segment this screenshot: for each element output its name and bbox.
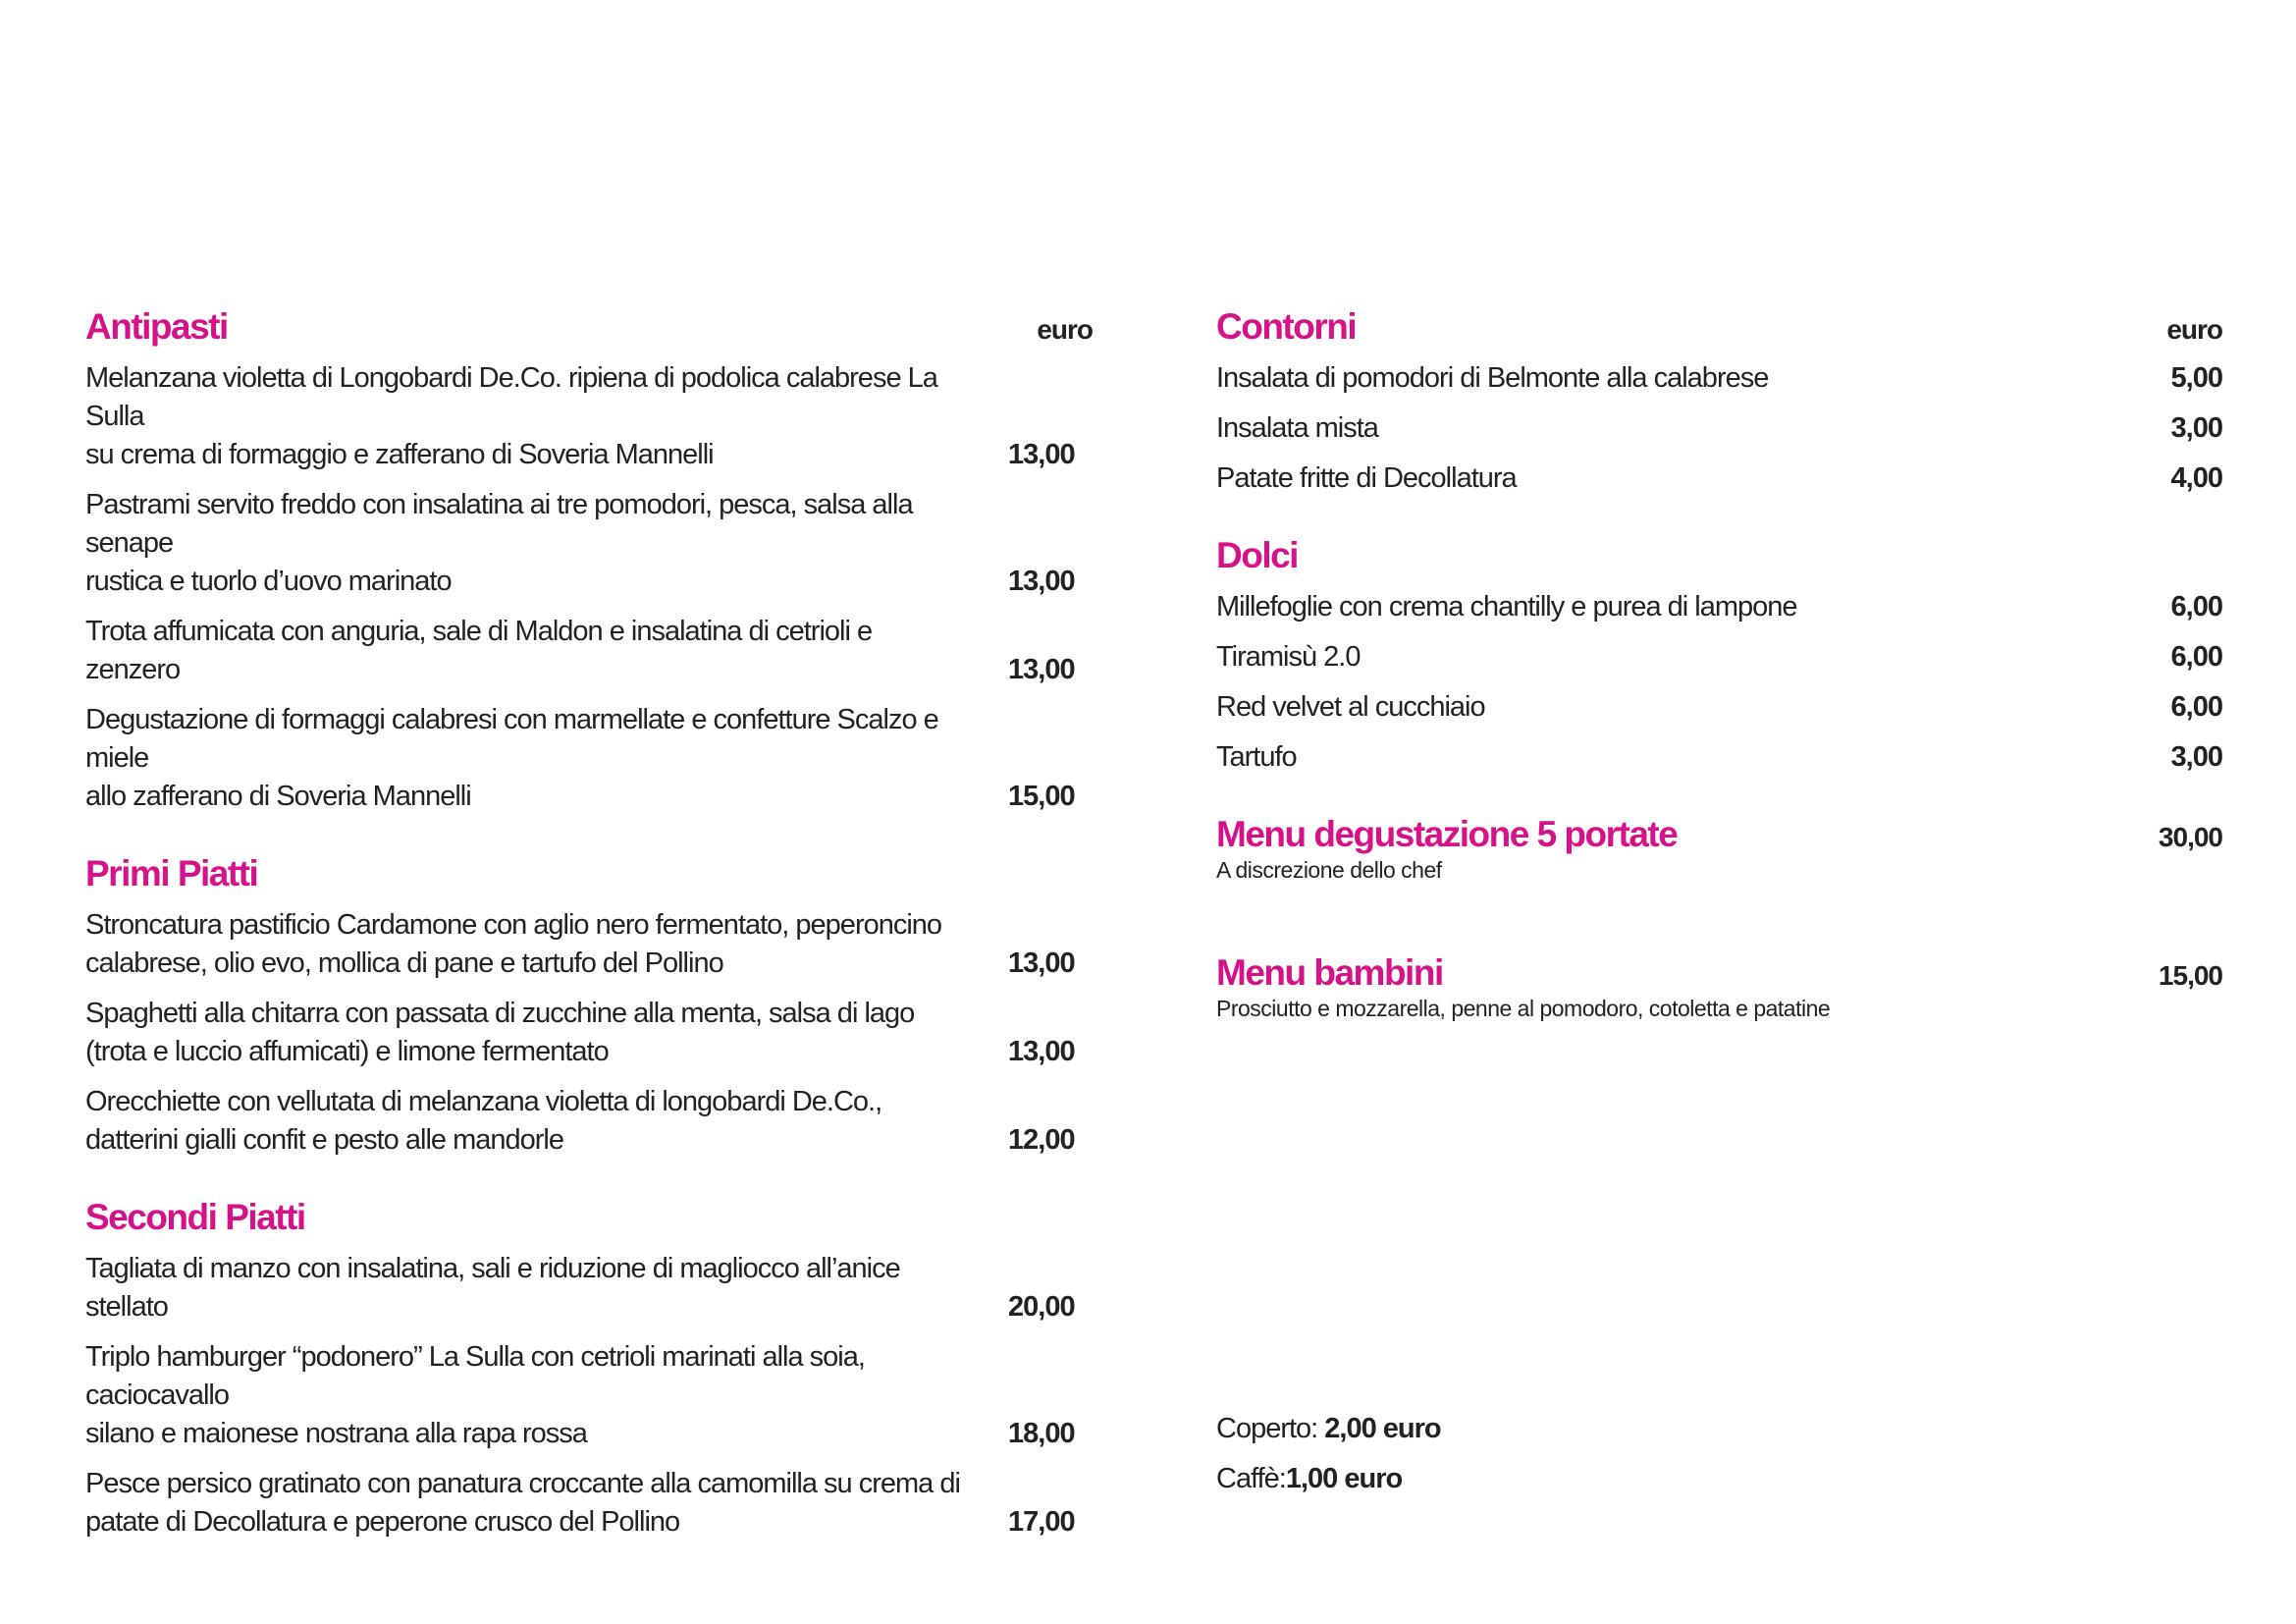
menu-item bbox=[85, 359, 1093, 474]
item-price: 18,00 bbox=[1008, 1418, 1075, 1449]
item-price: 13,00 bbox=[1008, 566, 1075, 597]
menu-item bbox=[85, 906, 1093, 983]
item-price: 13,00 bbox=[1008, 654, 1075, 685]
section-primi bbox=[85, 853, 1093, 1160]
menu-item bbox=[85, 613, 1093, 689]
currency-label: euro bbox=[1037, 314, 1093, 345]
section-title-degustazione: Menu degustazione 5 portate bbox=[1216, 814, 1678, 854]
item-line: allo zafferano di Soveria Mannelli bbox=[85, 781, 471, 812]
currency-label: euro bbox=[2166, 314, 2222, 345]
item-description: Insalata di pomodori di Belmonte alla calabrese bbox=[1216, 362, 1769, 394]
item-line: patate di Decollatura e peperone crusco del Pollino bbox=[85, 1506, 680, 1538]
section-title-secondi: Secondi Piatti bbox=[85, 1197, 305, 1237]
menu-note: A discrezione dello chef bbox=[1216, 857, 1442, 883]
item-description: Red velvet al cucchiaio bbox=[1216, 691, 1485, 723]
section-title-antipasti: Antipasti bbox=[85, 306, 228, 347]
section-degustazione bbox=[1216, 814, 2222, 884]
item-price: 20,00 bbox=[1008, 1291, 1075, 1323]
item-description bbox=[85, 701, 1008, 816]
menu-item bbox=[85, 1250, 1093, 1326]
item-line: Pesce persico gratinato con panatura croccante alla camomilla su crema di bbox=[85, 1468, 960, 1499]
item-description: Patate fritte di Decollatura bbox=[1216, 462, 1517, 494]
item-description bbox=[85, 359, 1008, 474]
item-price: 4,00 bbox=[2170, 462, 2222, 494]
menu-item bbox=[85, 701, 1093, 816]
item-line: calabrese, olio evo, mollica di pane e tartufo del Pollino bbox=[85, 947, 723, 979]
section-title-primi: Primi Piatti bbox=[85, 853, 258, 893]
item-price: 6,00 bbox=[2170, 591, 2222, 623]
section-heading bbox=[85, 1197, 1093, 1238]
menu-item bbox=[85, 1465, 1093, 1542]
item-description: Tiramisù 2.0 bbox=[1216, 641, 1361, 673]
caffe-line bbox=[1216, 1454, 1441, 1504]
coperto-line bbox=[1216, 1404, 1441, 1454]
item-description bbox=[85, 1250, 1008, 1326]
section-title-dolci: Dolci bbox=[1216, 535, 1298, 575]
item-price: 6,00 bbox=[2170, 691, 2222, 723]
menu-item bbox=[85, 486, 1093, 601]
item-line: Degustazione di formaggi calabresi con marmellate e confetture Scalzo e miele bbox=[85, 704, 938, 774]
item-line: Pastrami servito freddo con insalatina ai tre pomodori, pesca, salsa alla senape bbox=[85, 489, 913, 559]
item-price: 6,00 bbox=[2170, 641, 2222, 673]
item-description bbox=[85, 1465, 1008, 1542]
menu-item bbox=[85, 995, 1093, 1071]
item-price: 17,00 bbox=[1008, 1506, 1075, 1538]
menu-item bbox=[1216, 688, 2222, 727]
section-secondi bbox=[85, 1197, 1093, 1542]
item-description: Tartufo bbox=[1216, 741, 1297, 773]
menu-item bbox=[1216, 638, 2222, 677]
item-price: 13,00 bbox=[1008, 1036, 1075, 1067]
item-line: (trota e luccio affumicati) e limone fermentato bbox=[85, 1036, 609, 1067]
item-line: Melanzana violetta di Longobardi De.Co. ripiena di podolica calabrese La Sulla bbox=[85, 362, 937, 432]
item-price: 13,00 bbox=[1008, 947, 1075, 979]
right-column bbox=[1216, 306, 2222, 1059]
item-line: Orecchiette con vellutata di melanzana violetta di longobardi De.Co., bbox=[85, 1086, 882, 1117]
item-line: Tagliata di manzo con insalatina, sali e riduzione di magliocco all’anice stellato bbox=[85, 1253, 900, 1323]
item-price: 3,00 bbox=[2170, 412, 2222, 444]
section-heading bbox=[1216, 814, 2222, 855]
item-description bbox=[85, 995, 1008, 1071]
section-contorni bbox=[1216, 306, 2222, 498]
item-description bbox=[85, 906, 1008, 983]
menu-item bbox=[1216, 588, 2222, 626]
item-price: 3,00 bbox=[2170, 741, 2222, 773]
item-price: 13,00 bbox=[1008, 439, 1075, 470]
item-line: su crema di formaggio e zafferano di Soveria Mannelli bbox=[85, 439, 714, 470]
menu-item bbox=[1216, 738, 2222, 777]
section-title-contorni: Contorni bbox=[1216, 306, 1357, 347]
menu-item bbox=[85, 1083, 1093, 1160]
section-heading bbox=[85, 306, 1093, 348]
menu-item bbox=[1216, 460, 2222, 498]
section-antipasti bbox=[85, 306, 1093, 816]
item-line: rustica e tuorlo d’uovo marinato bbox=[85, 566, 452, 597]
coperto-label: Coperto: bbox=[1216, 1413, 1318, 1444]
coperto-value: 2,00 euro bbox=[1324, 1413, 1441, 1444]
section-dolci bbox=[1216, 535, 2222, 777]
item-line: Triplo hamburger “podonero” La Sulla con cetrioli marinati alla soia, caciocavallo bbox=[85, 1341, 865, 1411]
extras bbox=[1216, 1404, 1441, 1504]
item-description bbox=[85, 613, 1008, 689]
item-description: Insalata mista bbox=[1216, 412, 1378, 444]
item-price: 5,00 bbox=[2170, 362, 2222, 394]
section-heading bbox=[85, 853, 1093, 894]
item-price: 12,00 bbox=[1008, 1124, 1075, 1156]
section-title-bambini: Menu bambini bbox=[1216, 952, 1443, 993]
menu-note: Prosciutto e mozzarella, penne al pomodoro, cotoletta e patatine bbox=[1216, 996, 1831, 1021]
item-line: Stroncatura pastificio Cardamone con aglio nero fermentato, peperoncino bbox=[85, 909, 942, 941]
menu-item bbox=[1216, 359, 2222, 398]
item-line: Spaghetti alla chitarra con passata di zucchine alla menta, salsa di lago bbox=[85, 998, 915, 1029]
item-price: 15,00 bbox=[1008, 781, 1075, 812]
item-line: silano e maionese nostrana alla rapa rossa bbox=[85, 1418, 587, 1449]
caffe-value: 1,00 euro bbox=[1285, 1463, 1403, 1494]
item-description bbox=[85, 1338, 1008, 1453]
section-heading bbox=[1216, 952, 2222, 994]
menu-item bbox=[85, 1338, 1093, 1453]
item-description: Millefoglie con crema chantilly e purea di lampone bbox=[1216, 591, 1797, 623]
left-column bbox=[85, 306, 1093, 1579]
item-description bbox=[85, 486, 1008, 601]
item-description bbox=[85, 1083, 1008, 1160]
menu-price: 30,00 bbox=[2158, 822, 2222, 852]
item-line: Trota affumicata con anguria, sale di Maldon e insalatina di cetrioli e zenzero bbox=[85, 616, 873, 685]
section-heading bbox=[1216, 535, 2222, 576]
menu-item bbox=[1216, 409, 2222, 448]
item-line: datterini gialli confit e pesto alle mandorle bbox=[85, 1124, 563, 1156]
caffe-label: Caffè: bbox=[1216, 1463, 1286, 1494]
section-bambini bbox=[1216, 952, 2222, 1022]
section-heading bbox=[1216, 306, 2222, 348]
menu-price: 15,00 bbox=[2158, 960, 2222, 991]
